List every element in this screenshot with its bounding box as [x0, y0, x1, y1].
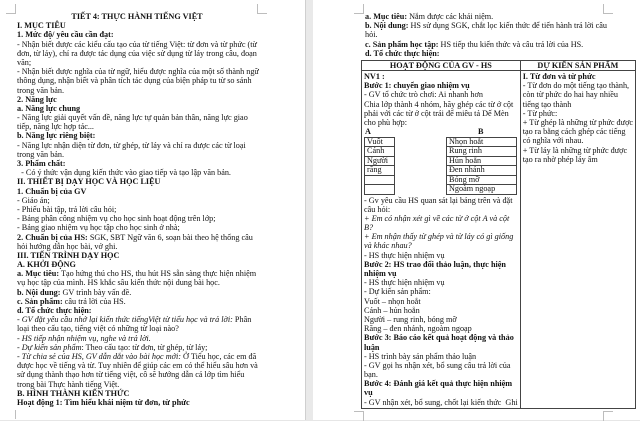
text-line [17, 389, 257, 398]
text-run: - Bảng giao nhiệm vụ học tập cho học sinh ở nhà; [17, 223, 180, 233]
bold-text: I. Từ đơn và từ phức [522, 72, 596, 81]
text-run: trong văn bản. [17, 149, 65, 159]
text-line [364, 118, 518, 127]
bold-text: d. Tổ chức thực hiện: [17, 306, 92, 315]
text-line [365, 12, 635, 21]
match-cell-b: Đen nhánh [447, 166, 517, 176]
text-run: HS tiếp thu kiến thức và câu trả lời của HS. [438, 39, 584, 49]
match-game-labels [364, 127, 518, 136]
bold-text: c. Sản phẩm: [17, 296, 63, 306]
text-line [17, 334, 257, 343]
text-line [17, 324, 257, 333]
text-line [364, 205, 518, 214]
text-line [17, 104, 257, 113]
text-run: SGK, SBT Ngữ văn 6, soạn bài theo hệ thống câu [87, 232, 253, 242]
text-run: tiếp, năng lực hợp tác... [17, 122, 94, 132]
text-line [17, 361, 257, 370]
text-run: - Từ phức: [522, 108, 558, 118]
text-run: tạo ra nhờ phép láy âm [522, 154, 598, 164]
page-corner-mark [257, 4, 267, 14]
text-line [364, 352, 518, 361]
text-line [364, 343, 518, 352]
text-line [364, 269, 518, 278]
text-line [364, 232, 518, 241]
text-line [523, 109, 633, 118]
column-b-label: B [478, 127, 484, 137]
text-line [364, 223, 518, 232]
text-run: hỏi. [365, 30, 378, 40]
text-run: Cánh – hủn hoẳn [364, 305, 420, 315]
text-line [17, 58, 257, 67]
text-run: câu trả lời của HS. [62, 296, 126, 306]
text-line [17, 49, 257, 58]
table-header-expected-products: DỰ KIẾN SẢN PHẨM [520, 61, 635, 71]
page-corner-mark [6, 410, 16, 419]
bold-text: Hoạt động 1: Tìm hiểu khái niệm từ đơn, từ phức [17, 397, 190, 407]
text-line [17, 233, 257, 242]
text-run: cho phù hợp: [364, 117, 407, 127]
text-run: + Từ láy là những từ phức được [522, 145, 628, 155]
text-run: - Từ đơn do một tiếng tạo thành, [522, 81, 630, 91]
text-line [17, 95, 257, 104]
document-title [17, 12, 257, 21]
text-run: - GV nhận xét, bổ sung, chốt lại kiến thức Ghi [364, 397, 518, 407]
bold-text: A. KHỞI ĐỘNG [17, 260, 76, 270]
text-run: Người – rung rinh, bóng mỡ [364, 314, 457, 324]
bold-text: Bước 1: chuyển giao nhiệm vụ [364, 81, 470, 91]
text-run: Vuốt – nhọn hoắt [364, 296, 421, 306]
text-run: - HS trình bày sản phẩm thảo luận [364, 351, 477, 361]
text-line [523, 155, 633, 164]
text-run: văn; [17, 57, 32, 67]
text-line [17, 242, 257, 251]
text-line [364, 251, 518, 260]
match-cell-a: răng [365, 166, 395, 176]
text-run: Chia lớp thành 4 nhóm, hãy ghép các từ ở cột [364, 99, 514, 109]
bold-text: 1. Mức độ/ yêu cầu cần đạt: [17, 30, 114, 40]
match-column-a [364, 137, 395, 196]
text-run: + Từ ghép là những từ phức được [522, 117, 634, 127]
text-line [523, 100, 633, 109]
text-line [365, 30, 635, 39]
bold-text: Bước 4: Đánh giá kết quả thực hiện nhiệm [364, 379, 513, 389]
text-line [364, 90, 518, 99]
activities-text-after [364, 196, 518, 407]
activities-text-before [364, 72, 518, 127]
text-line [523, 118, 633, 127]
text-run: có nghĩa với nhau. [522, 136, 584, 146]
text-run: Tạo hứng thú cho HS, thu hút HS sẵn sàng thực hiện nhiệm [59, 269, 257, 279]
text-line [523, 72, 633, 81]
text-run: - Có ý thức vận dụng kiến thức vào giao tiếp và tạo lập văn bản. [17, 168, 231, 178]
italic-text: B? [364, 223, 374, 233]
bold-text: a. Mục tiêu: [17, 269, 60, 279]
bold-text: 2. Chuẩn bị của HS: [17, 232, 88, 242]
text-line [364, 315, 518, 324]
text-line [17, 288, 257, 297]
match-cell-a [365, 185, 395, 195]
text-line [364, 379, 518, 388]
text-run: - Phiếu bài tập, trả lời câu hỏi; [17, 204, 117, 214]
text-run: tạo ra bằng cách ghép các tiếng [522, 127, 626, 137]
text-run: - Nhận biết được nghĩa của từ ngữ, hiểu được nghĩa của một số thành ngữ [17, 67, 259, 77]
italic-text: - Dự kiến sản phẩm [17, 342, 82, 352]
text-line [523, 146, 633, 155]
text-run: trong bài Thực hành tiếng Việt. [17, 379, 120, 389]
column-a-label: A [365, 127, 371, 137]
text-line [17, 150, 257, 159]
text-line [364, 324, 518, 333]
text-run: câu hỏi: [364, 204, 391, 214]
text-line [523, 81, 633, 90]
match-cell-b: Rung rinh [447, 147, 517, 157]
text-run: - Năng lực giải quyết vấn đề, năng lực tự quản bản thân, năng lực giao [17, 113, 248, 123]
text-line [365, 40, 635, 49]
text-line [364, 214, 518, 223]
text-line [17, 67, 257, 76]
text-line [17, 187, 257, 196]
text-run: sử dụng thành thạo hơn từ tiếng việt, cô sẽ hướng dẫn cả lớp tìm hiểu [17, 370, 245, 380]
document-page-left [0, 0, 305, 420]
match-column-b [446, 137, 517, 196]
expected-products-text [523, 72, 633, 164]
text-line [17, 269, 257, 278]
match-cell-a: Người [365, 156, 395, 166]
match-cell-a [365, 175, 395, 185]
text-line [364, 196, 518, 205]
text-line [17, 398, 257, 407]
text-run: đơn, từ láy), chỉ ra được tác dụng của việc sử dụng từ láy trong câu, đoạn [17, 48, 257, 58]
text-run: - GV tổ chức trò chơi: Ai nhanh hơn [364, 90, 483, 100]
text-line [365, 49, 635, 58]
match-cell-a: Vuốt [365, 137, 395, 147]
bold-text: a. Năng lực chung [17, 103, 81, 113]
text-run: Nắm được các khái niệm. [407, 12, 494, 21]
text-line [17, 260, 257, 269]
italic-text: + Em nhận thấy từ ghép và từ láy có gì giống [364, 232, 514, 242]
text-run: Phân [232, 315, 252, 325]
text-run: - Năng lực nhận diện từ đơn, từ ghép, từ láy và chỉ ra được các từ loại [17, 140, 246, 150]
text-line [364, 260, 518, 269]
page-corner-mark [354, 4, 364, 14]
table-header-activities: HOẠT ĐỘNG CỦA GV - HS [362, 61, 521, 71]
text-line [364, 398, 518, 407]
expected-products-cell [520, 71, 635, 409]
bold-text: TIẾT 4: THỰC HÀNH TIẾNG VIỆT [71, 12, 203, 21]
text-line [17, 159, 257, 168]
text-line [17, 196, 257, 205]
text-line [17, 30, 257, 39]
text-line [17, 177, 257, 186]
text-run: vụ học tập của mình. HS khắc sâu kiến thức nội dung bài học. [17, 278, 220, 288]
text-line [364, 388, 518, 397]
bold-text: d. Tổ chức thực hiện: [365, 48, 440, 58]
text-line [364, 72, 518, 81]
bold-text: vụ [364, 388, 373, 398]
bold-text: B. HÌNH THÀNH KIẾN THỨC [17, 388, 130, 398]
match-cell-b: Ngoàm ngoạp [447, 185, 517, 195]
bold-text: Bước 2: HS trao đổi thảo luận, thực hiện [364, 259, 506, 269]
text-run: - Gv yêu cầu HS quan sát lại bảng trên và đặt [364, 195, 513, 205]
text-line [364, 278, 518, 287]
text-line [523, 136, 633, 145]
text-line [364, 361, 518, 370]
text-line [17, 205, 257, 214]
italic-text: + Em có nhận xét gì về các từ ở cột A và cột [364, 213, 510, 223]
page-corner-mark [6, 4, 16, 14]
text-run: hỏi hướng dẫn học bài, vở ghi. [17, 241, 118, 251]
text-line [17, 352, 257, 361]
text-line [17, 76, 257, 85]
match-game-table [364, 137, 518, 195]
bold-text: b. Nội dung: [17, 287, 61, 297]
activities-cell [362, 71, 521, 409]
text-run: loại theo cấu tạo, tiếng việt có những từ loại nào? [17, 324, 179, 334]
text-run: được học về tiếng và từ. Tuy nhiên để giúp các em có thể hiểu sâu hơn và [17, 361, 258, 371]
text-run: bạn. [364, 370, 378, 380]
text-line [17, 131, 257, 140]
text-line [17, 86, 257, 95]
italic-text: - GV đặt yêu cầu nhớ lại kiến thức tiếngViệt từ tiểu học và trả lời: [17, 315, 233, 325]
text-run: còn từ phức do hai hay nhiều [522, 90, 618, 100]
text-run: - HS thực hiện nhiệm vụ [364, 250, 445, 260]
activity-table [361, 60, 636, 409]
bold-text: b. Năng lực riêng biệt: [17, 131, 96, 141]
text-line [523, 127, 633, 136]
text-line [17, 168, 257, 177]
bold-text: NV1 : [364, 72, 385, 81]
bold-text: III. TIẾN TRÌNH DẠY HỌC [17, 250, 120, 260]
bold-text: nhiệm vụ [364, 269, 397, 279]
text-line [364, 370, 518, 379]
bold-text: Bước 3: Báo cáo kết quả hoạt động và thảo [364, 333, 514, 343]
text-line [17, 251, 257, 260]
text-run: thông dụng, nhận biết và phân tích tác dụng của biện pháp tu từ so sánh [17, 76, 252, 86]
right-page-text [365, 12, 635, 58]
text-line [17, 297, 257, 306]
text-run: - Bảng phân công nhiệm vụ cho học sinh hoạt động trên lớp; [17, 214, 216, 224]
text-line [17, 370, 257, 379]
text-run: - GV gọi hs nhận xét, bổ sung câu trả lời của [364, 360, 511, 370]
text-line [17, 306, 257, 315]
bold-text: 1. Chuẩn bị của GV [17, 186, 87, 196]
text-run: trong văn bản. [17, 85, 65, 95]
text-line [17, 278, 257, 287]
text-line [17, 122, 257, 131]
text-line [17, 141, 257, 150]
text-run: phải với các từ ở cột trái để miêu tả Dế Mèn [364, 108, 509, 118]
document-page-right [313, 0, 640, 420]
italic-text: - Từ chia sẻ của HS, GV dẫn dắt vào bài học mới: [17, 351, 181, 361]
text-line [364, 109, 518, 118]
bold-text: b. Nội dung: [365, 21, 409, 31]
text-line [17, 113, 257, 122]
text-line [365, 21, 635, 30]
bold-text: luận [364, 342, 380, 352]
text-run: Ở Tiểu học, các em đã [181, 351, 257, 361]
match-cell-a: Cánh [365, 147, 395, 157]
italic-text: - HS tiếp nhận nhiệm vụ, nghe và trả lời. [17, 333, 151, 343]
text-run: - Dự kiến sản phẩm: [364, 287, 431, 297]
match-cell-b: Bóng mỡ [447, 175, 517, 185]
text-run: Răng – đen nhánh, ngoàm ngoạp [364, 324, 472, 334]
text-line [364, 333, 518, 342]
text-line [17, 315, 257, 324]
text-run: - Nhận biết được các kiểu cấu tạo của từ tiếng Việt: từ đơn và từ phức (từ [17, 39, 257, 49]
bold-text: II. THIẾT BỊ DẠY HỌC VÀ HỌC LIỆU [17, 177, 161, 187]
text-run: GV trình bày vấn đề. [60, 287, 132, 297]
text-line [17, 214, 257, 223]
page-gap [305, 0, 313, 420]
match-cell-b: Hủn hoẳn [447, 156, 517, 166]
text-run: - Giáo án; [17, 195, 50, 205]
bold-text: 3. Phẩm chất: [17, 159, 66, 168]
match-cell-b: Nhọn hoắt [447, 137, 517, 147]
text-run: - HS thực hiện nhiệm vụ [364, 278, 445, 288]
text-line [364, 306, 518, 315]
text-line [364, 81, 518, 90]
text-line [17, 21, 257, 30]
bold-text: a. Mục tiêu: [365, 12, 408, 21]
bold-text: 2. Năng lực [17, 94, 57, 104]
text-line [364, 287, 518, 296]
text-line [364, 241, 518, 250]
text-run: : Theo cấu tạo: từ đơn, từ ghép, từ láy; [81, 342, 208, 352]
text-line [17, 343, 257, 352]
bold-text: I. MỤC TIÊU [17, 21, 66, 31]
text-line [17, 223, 257, 232]
text-line [17, 380, 257, 389]
text-run: HS sử dụng SGK, chắt lọc kiến thức để tiến hành trả lời câu [408, 21, 607, 31]
text-line [364, 297, 518, 306]
bold-text: c. Sản phẩm học tập: [365, 39, 439, 49]
left-page-text [17, 12, 257, 407]
text-line [17, 40, 257, 49]
text-line [364, 100, 518, 109]
text-run: tiếng tạo thành [522, 99, 572, 109]
text-line [523, 90, 633, 99]
italic-text: và khác nhau? [364, 241, 412, 251]
